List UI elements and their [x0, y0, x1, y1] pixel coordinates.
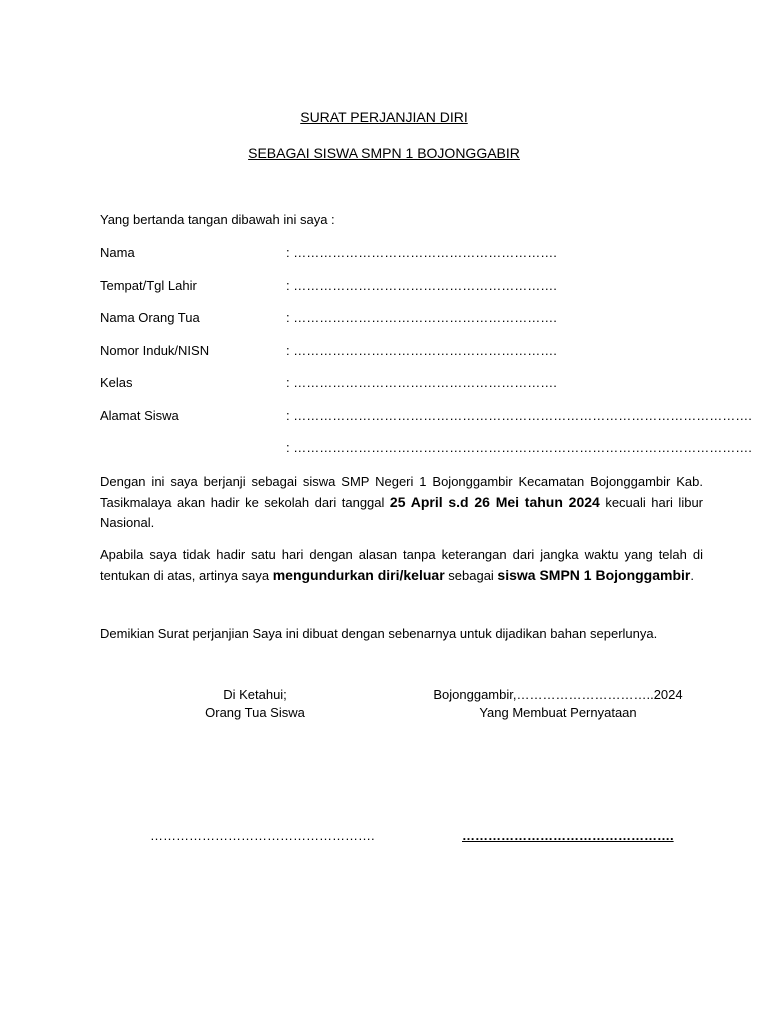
field-blank: : ……………………………………………………. — [286, 343, 557, 358]
signature-line-student: …………………………………………. — [462, 828, 674, 843]
signature-student-label: Yang Membuat Pernyataan — [479, 705, 637, 720]
field-blank: : ……………………………………………………………………………………………. — [286, 408, 752, 423]
school-emphasis: siswa SMPN 1 Bojonggambir — [497, 567, 691, 583]
date-range-emphasis: 25 April s.d 26 Mei tahun 2024 — [389, 494, 600, 510]
field-alamat-siswa-cont — [100, 440, 752, 458]
intro-text: Yang bertanda tangan dibawah ini saya : — [100, 212, 335, 227]
paragraph-text: . — [690, 568, 694, 583]
paragraph-consequence — [100, 545, 703, 586]
paragraph-closing: Demikian Surat perjanjian Saya ini dibuat dengan sebenarnya untuk dijadikan bahan seperlunya. — [100, 626, 658, 641]
field-nama — [100, 245, 700, 263]
field-alamat-siswa — [100, 408, 752, 426]
field-tempat-tgl-lahir — [100, 278, 700, 296]
paragraph-commitment — [100, 472, 703, 533]
field-nama-orang-tua — [100, 310, 700, 328]
signature-acknowledged-label: Di Ketahui; — [223, 687, 287, 702]
paragraph-text: Dengan ini saya berjanji sebagai siswa SMP Negeri 1 Bojonggambir Kecamatan Bojonggambir Kab. Tasikmalaya akan hadir ke sekolah dari tanggal — [100, 474, 703, 510]
withdrawal-emphasis: mengundurkan diri/keluar — [272, 567, 445, 583]
paragraph-text: Apabila saya tidak hadir satu hari dengan alasan tanpa keterangan dari jangka waktu yang telah di tentukan di atas, artinya saya — [100, 547, 703, 583]
paragraph-text: sebagai — [444, 568, 498, 583]
field-label: Alamat Siswa — [100, 408, 179, 423]
field-label: Nama Orang Tua — [100, 310, 200, 325]
field-blank: : ……………………………………………………. — [286, 310, 557, 325]
field-label: Kelas — [100, 375, 133, 390]
paragraph-text: kecuali hari libur Nasional. — [100, 495, 703, 530]
place-date-line: Bojonggambir,…………………………..2024 — [433, 687, 683, 702]
field-label: Nomor Induk/NISN — [100, 343, 210, 358]
signature-parent-label: Orang Tua Siswa — [205, 705, 305, 720]
field-blank: : ……………………………………………………. — [286, 278, 557, 293]
field-label: Tempat/Tgl Lahir — [100, 278, 197, 293]
document-subtitle: SEBAGAI SISWA SMPN 1 BOJONGGABIR — [248, 145, 520, 161]
field-blank: : ……………………………………………………. — [286, 245, 557, 260]
signature-student — [420, 686, 696, 722]
field-kelas — [100, 375, 700, 393]
field-label: Nama — [100, 245, 135, 260]
field-blank: : ……………………………………………………………………………………………. — [286, 440, 752, 455]
signature-line-parent: ……………………………………………. — [150, 828, 375, 843]
field-blank: : ……………………………………………………. — [286, 375, 557, 390]
field-nomor-induk — [100, 343, 700, 361]
document-title: SURAT PERJANJIAN DIRI — [300, 109, 468, 125]
signature-parent — [150, 686, 360, 722]
